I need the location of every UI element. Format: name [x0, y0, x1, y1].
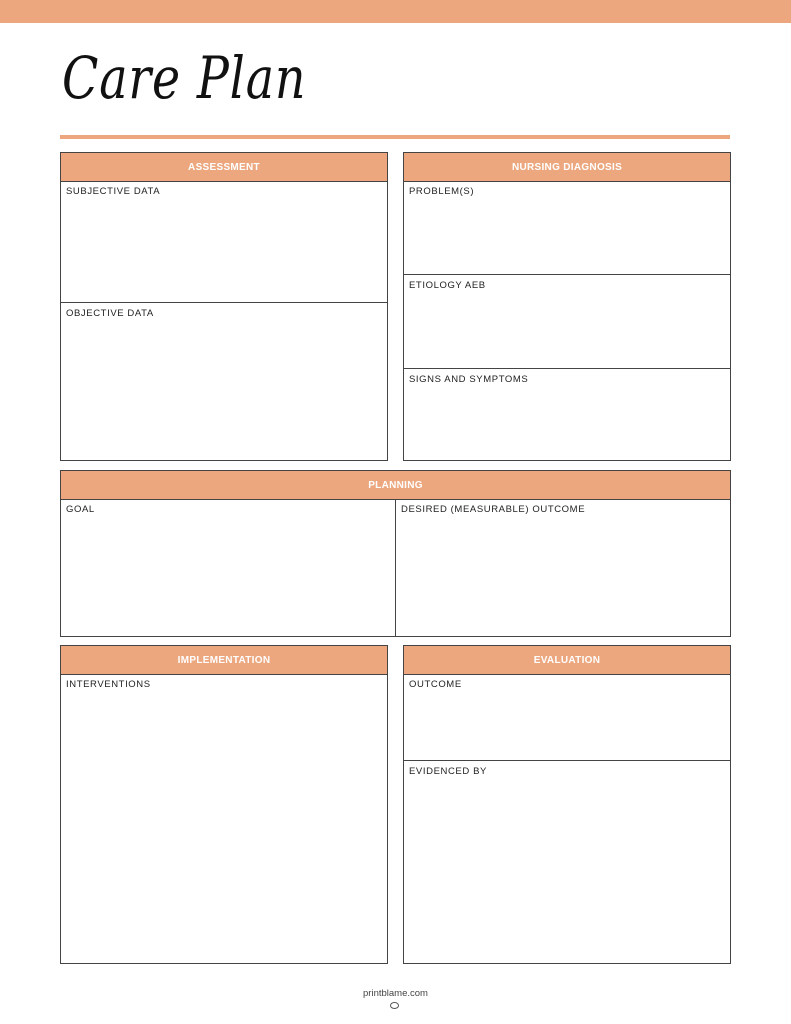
- objective-data-field[interactable]: [61, 302, 387, 461]
- objective-data-label: OBJECTIVE DATA: [66, 308, 154, 319]
- signs-symptoms-label: SIGNS AND SYMPTOMS: [409, 374, 529, 385]
- signs-symptoms-field[interactable]: [404, 368, 730, 461]
- assessment-header: ASSESSMENT: [61, 153, 387, 182]
- nursing-diagnosis-header: NURSING DIAGNOSIS: [404, 153, 730, 182]
- evidenced-by-field[interactable]: [404, 760, 730, 963]
- goal-field[interactable]: [61, 499, 396, 636]
- subjective-data-field[interactable]: [61, 181, 387, 303]
- etiology-label: ETIOLOGY AEB: [409, 280, 486, 291]
- planning-header: PLANNING: [61, 471, 730, 500]
- evidenced-by-label: EVIDENCED BY: [409, 766, 487, 777]
- footer-site-link[interactable]: printblame.com: [363, 988, 428, 999]
- implementation-section: [60, 645, 388, 964]
- evaluation-outcome-field[interactable]: [404, 674, 730, 761]
- nursing-diagnosis-section: [403, 152, 731, 461]
- evaluation-section: [403, 645, 731, 964]
- implementation-header: IMPLEMENTATION: [61, 646, 387, 675]
- planning-section: [60, 470, 731, 637]
- interventions-field[interactable]: [61, 674, 387, 963]
- site-logo-icon: [390, 1002, 399, 1009]
- assessment-section: [60, 152, 388, 461]
- evaluation-header: EVALUATION: [404, 646, 730, 675]
- desired-outcome-label: DESIRED (MEASURABLE) OUTCOME: [401, 504, 586, 515]
- problems-field[interactable]: [404, 181, 730, 275]
- evaluation-outcome-label: OUTCOME: [409, 679, 462, 690]
- page-title: Care Plan: [62, 44, 307, 112]
- desired-outcome-field[interactable]: [396, 499, 730, 636]
- etiology-field[interactable]: [404, 274, 730, 368]
- top-accent-bar: [0, 0, 791, 23]
- title-divider: [60, 135, 730, 139]
- problems-label: PROBLEM(S): [409, 186, 475, 197]
- subjective-data-label: SUBJECTIVE DATA: [66, 186, 161, 197]
- interventions-label: INTERVENTIONS: [66, 679, 151, 690]
- goal-label: GOAL: [66, 504, 95, 515]
